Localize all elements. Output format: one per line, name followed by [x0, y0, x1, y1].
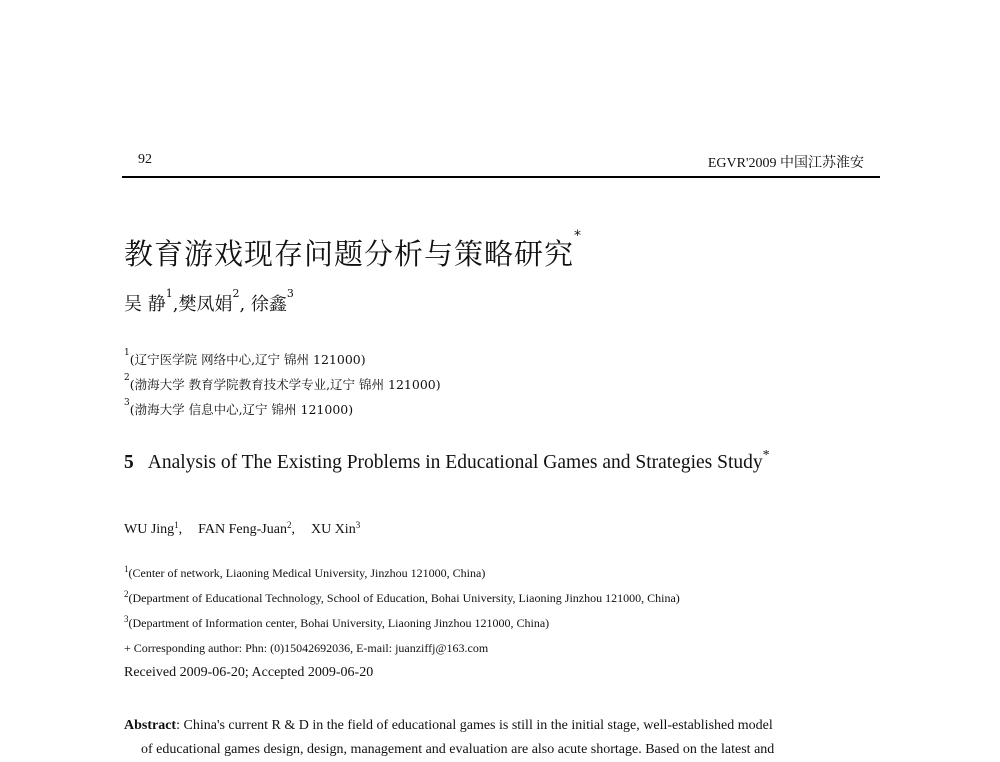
page-header: [122, 148, 880, 178]
author-sup: 2: [286, 520, 292, 530]
page-number: 92: [138, 152, 152, 167]
chinese-author: 徐鑫: [250, 294, 287, 315]
author-sup: 3: [286, 287, 294, 300]
chinese-authors: 吴 静$^1$,樊凤娟$^2$, 徐鑫$^3$: [124, 287, 294, 315]
english-authors: WU Jing$^1$, FAN Feng-Juan$^2$, XU Xin$^3$: [124, 520, 361, 537]
affiliation-text: (Department of Educational Technology, School of Education, Bohai University, Liaoning Jinzhou 121000, China): [128, 591, 680, 605]
abstract: [124, 714, 884, 762]
running-head: EGVR'2009 中国江苏淮安: [707, 156, 864, 171]
english-affiliation: [124, 616, 549, 631]
english-author: WU Jing: [124, 522, 175, 537]
affiliation-sup: 3: [124, 398, 130, 408]
english-affiliation: [124, 591, 680, 606]
english-affiliation: [124, 566, 485, 581]
affiliation-sup: 2: [124, 373, 130, 383]
affiliation-text: (Department of Information center, Bohai University, Liaoning Jinzhou 121000, China): [128, 616, 550, 630]
chinese-affiliation: [124, 400, 353, 418]
affiliation-sup: 1: [124, 348, 130, 358]
chinese-author: 吴 静: [124, 294, 166, 315]
chinese-title: [124, 228, 583, 273]
author-sup: 3: [355, 520, 361, 530]
affiliation-text: (渤海大学 教育学院教育技术学专业,辽宁 锦州 121000): [129, 377, 441, 392]
affiliation-text: (Center of network, Liaoning Medical University, Jinzhou 121000, China): [128, 566, 486, 580]
english-title-text: Analysis of The Existing Problems in Educational Games and Strategies Study: [147, 452, 763, 473]
affiliation-text: (渤海大学 信息中心,辽宁 锦州 121000): [129, 402, 354, 417]
chinese-affiliation: [124, 350, 366, 368]
author-sup: 2: [232, 287, 240, 300]
title-footnote-mark: *: [762, 448, 770, 463]
affiliation-sup: 2: [124, 589, 129, 599]
english-author: XU Xin: [310, 522, 356, 537]
english-title: [124, 448, 770, 474]
abstract-line: of educational games design, design, management and evaluation are also acute shortage. Based on the latest and: [141, 742, 775, 757]
affiliation-text: (辽宁医学院 网络中心,辽宁 锦州 121000): [129, 352, 366, 367]
chinese-author: 樊凤娟: [178, 294, 233, 315]
author-sup: 1: [165, 287, 173, 300]
corresponding-author: + Corresponding author: Phn: (0)15042692036, E-mail: juanziffj@163.com: [124, 641, 489, 655]
affiliation-sup: 1: [124, 564, 129, 574]
header-rule: [122, 176, 880, 178]
chinese-title-text: 教育游戏现存问题分析与策略研究: [124, 237, 575, 271]
abstract-label: Abstract: [124, 718, 177, 733]
english-author: FAN Feng-Juan: [198, 522, 287, 537]
section-number: 5: [124, 452, 134, 473]
title-footnote-mark: *: [574, 228, 583, 244]
author-sup: 1: [174, 520, 179, 530]
chinese-affiliation: [124, 375, 441, 393]
abstract-line: : China's current R & D in the field of educational games is still in the initial stage, well-established model: [176, 718, 773, 733]
affiliation-sup: 3: [124, 614, 129, 624]
received-accepted-dates: Received 2009-06-20; Accepted 2009-06-20: [124, 665, 374, 680]
